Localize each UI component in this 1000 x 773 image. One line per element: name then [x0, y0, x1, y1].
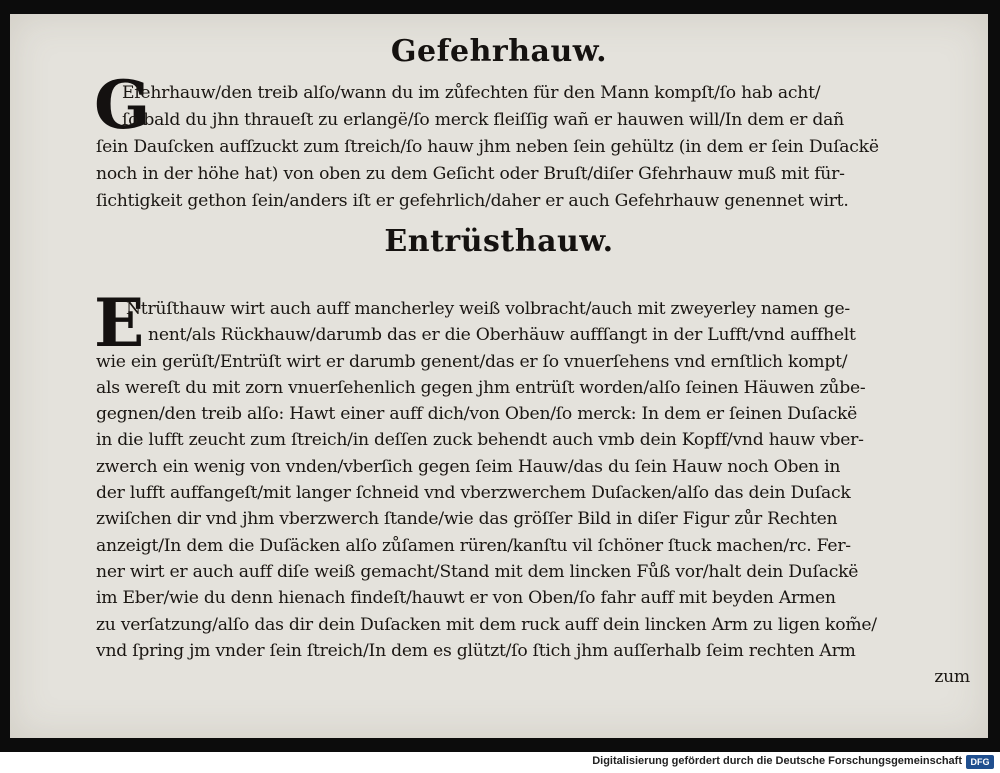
text-line: nent/als Rückhauw/darumb das er die Oberhäuw auffſangt in der Lufft/vnd auffhelt	[148, 325, 856, 346]
text-line: im Eber/wie du denn hienach findeſt/hauwt er von Oben/ſo fahr auff mit beyden Armen	[96, 588, 836, 609]
section-gefehrhauw	[96, 80, 970, 215]
text-line: anzeigt/In dem die Duſäcken alſo zůſamen rüren/kanſtu vil ſchöner ſtuck machen/rc. Fer-	[96, 535, 851, 556]
dropcap-e: E	[94, 284, 145, 362]
text-line: noch in der höhe hat) von oben zu dem Geſicht oder Bruſt/diſer Gfehrhauw muß mit für-	[96, 164, 845, 184]
footer-bar	[0, 752, 1000, 773]
heading-gefehrhauw: Gefehrhauw.	[390, 34, 608, 69]
text-line: ner wirt er auch auff diſe weiß gemacht/Stand mit dem lincken Fůß vor/halt dein Duſackë	[96, 561, 859, 582]
text-line: ſichtigkeit gethon ſein/anders iſt er gefehrlich/daher er auch Gefehrhauw genennet wirt.	[96, 191, 849, 211]
text-line: zwerch ein wenig von vnden/vberſich gegen ſeim Hauw/das du ſein Hauw noch Oben in	[96, 456, 841, 477]
book-page	[10, 14, 988, 738]
heading-entruesthauw: Entrüsthauw.	[384, 224, 614, 259]
text-line: in die lufft zeucht zum ſtreich/in deſſen zuck behendt auch vmb dein Kopff/vnd hauw vber-	[96, 430, 864, 451]
dropcap-g: G	[94, 66, 151, 144]
text-line: als wereſt du mit zorn vnuerſehenlich gegen jhm entrüſt worden/alſo ſeinen Häuwen zůbe-	[96, 377, 866, 398]
catchword: zum	[934, 667, 970, 688]
funding-notice: Digitalisierung gefördert durch die Deutsche Forschungsgemeinschaft	[592, 755, 962, 767]
text-line: der lufft auffangeſt/mit langer ſchneid vnd vberzwerchem Duſacken/alſo das dein Duſack	[96, 483, 851, 504]
text-line: ſo bald du jhn thraueſt zu erlangë/ſo merck fleiſſig wañ er hauwen will/In dem er dañ	[122, 110, 844, 130]
text-line: Efehrhauw/den treib alſo/wann du im zůfechten für den Mann kompſt/ſo hab acht/	[122, 83, 821, 103]
text-line: ſein Dauſcken aufſzuckt zum ſtreich/ſo hauw jhm neben ſein gehültz (in dem er ſein Duſackë	[96, 137, 879, 157]
text-line: Ntrüſthauw wirt auch auff mancherley weiß volbracht/auch mit zweyerley namen ge-	[126, 299, 850, 319]
text-line: vnd ſpring jm vnder ſein ſtreich/In dem es glützt/ſo ſtich jhm auſſerhalb ſeim rechten Arm	[96, 640, 856, 661]
text-line: zwiſchen dir vnd jhm vberzwerch ſtande/wie das gröſſer Bild in diſer Figur zůr Rechten	[96, 509, 838, 530]
text-line: gegnen/den treib alſo: Hawt einer auff dich/von Oben/ſo merck: In dem er ſeinen Duſackë	[96, 404, 858, 425]
dfg-logo-icon[interactable]: DFG	[966, 755, 994, 769]
text-line: wie ein gerüſt/Entrüſt wirt er darumb genent/das er ſo vnuerſehens vnd ernſtlich kompt/	[96, 351, 848, 372]
section-entruesthauw	[96, 296, 970, 690]
text-line: zu verſatzung/alſo das dir dein Duſacken mit dem ruck auff dein lincken Arm zu ligen kom̃e/	[96, 614, 877, 635]
